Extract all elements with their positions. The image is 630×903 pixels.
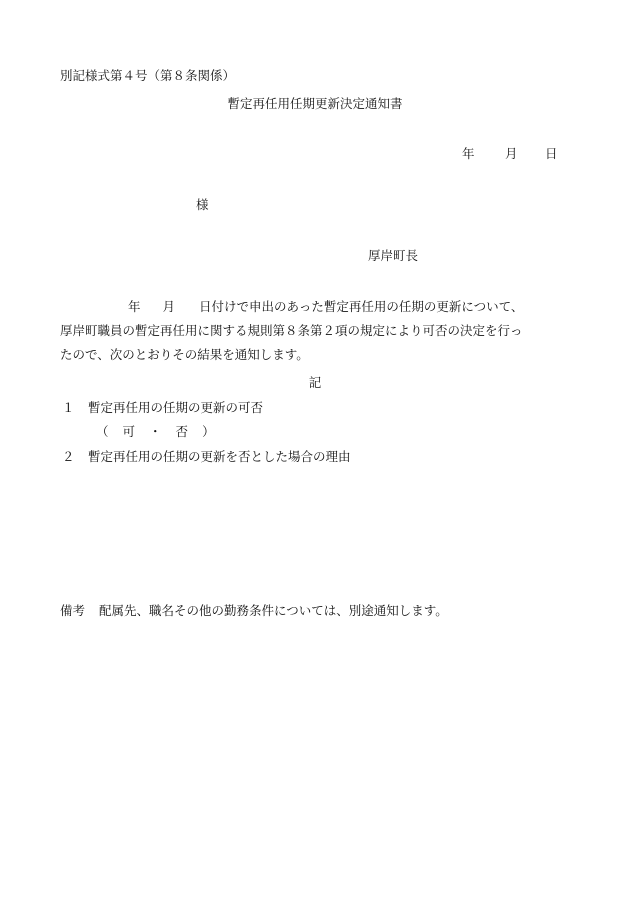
date-year-label: 年 <box>462 146 475 161</box>
choice-separator: ・ <box>149 424 162 439</box>
body-paragraph <box>60 295 580 367</box>
date-day-label: 日 <box>545 146 558 161</box>
addressee-suffix: 様 <box>196 197 209 212</box>
choice-yes: 可 <box>122 424 136 439</box>
remarks-text: 配属先、職名その他の勤務条件については、別途通知します。 <box>99 603 448 618</box>
item-2-text: 暫定再任用の任期の更新を否とした場合の理由 <box>88 449 351 464</box>
document-title: 暫定再任用任期更新決定通知書 <box>227 96 403 111</box>
choice-open-paren: （ <box>96 424 109 439</box>
body-line-3: たので、次のとおりその結果を通知します。 <box>60 347 309 362</box>
remarks-label: 備考 <box>60 603 86 618</box>
body-month-label: 月 <box>162 299 176 314</box>
ki-heading: 記 <box>308 375 322 390</box>
form-number: 別記様式第４号（第８条関係） <box>60 68 236 83</box>
body-line-1-text: 日付けで申出のあった暫定再任用の任期の更新について、 <box>199 299 524 314</box>
body-line-2: 厚岸町職員の暫定再任用に関する規則第８条第２項の規定により可否の決定を行っ <box>60 323 523 338</box>
item-1-number: １ <box>62 400 75 415</box>
sender-name: 厚岸町長 <box>368 248 419 263</box>
body-line-1 <box>60 295 580 319</box>
approval-choice <box>96 424 215 440</box>
item-1-text: 暫定再任用の任期の更新の可否 <box>88 400 264 415</box>
choice-close-paren: ） <box>202 424 215 439</box>
choice-no: 否 <box>175 424 189 439</box>
body-year-label: 年 <box>128 299 141 314</box>
item-2-number: ２ <box>62 449 75 464</box>
date-month-label: 月 <box>505 146 518 161</box>
